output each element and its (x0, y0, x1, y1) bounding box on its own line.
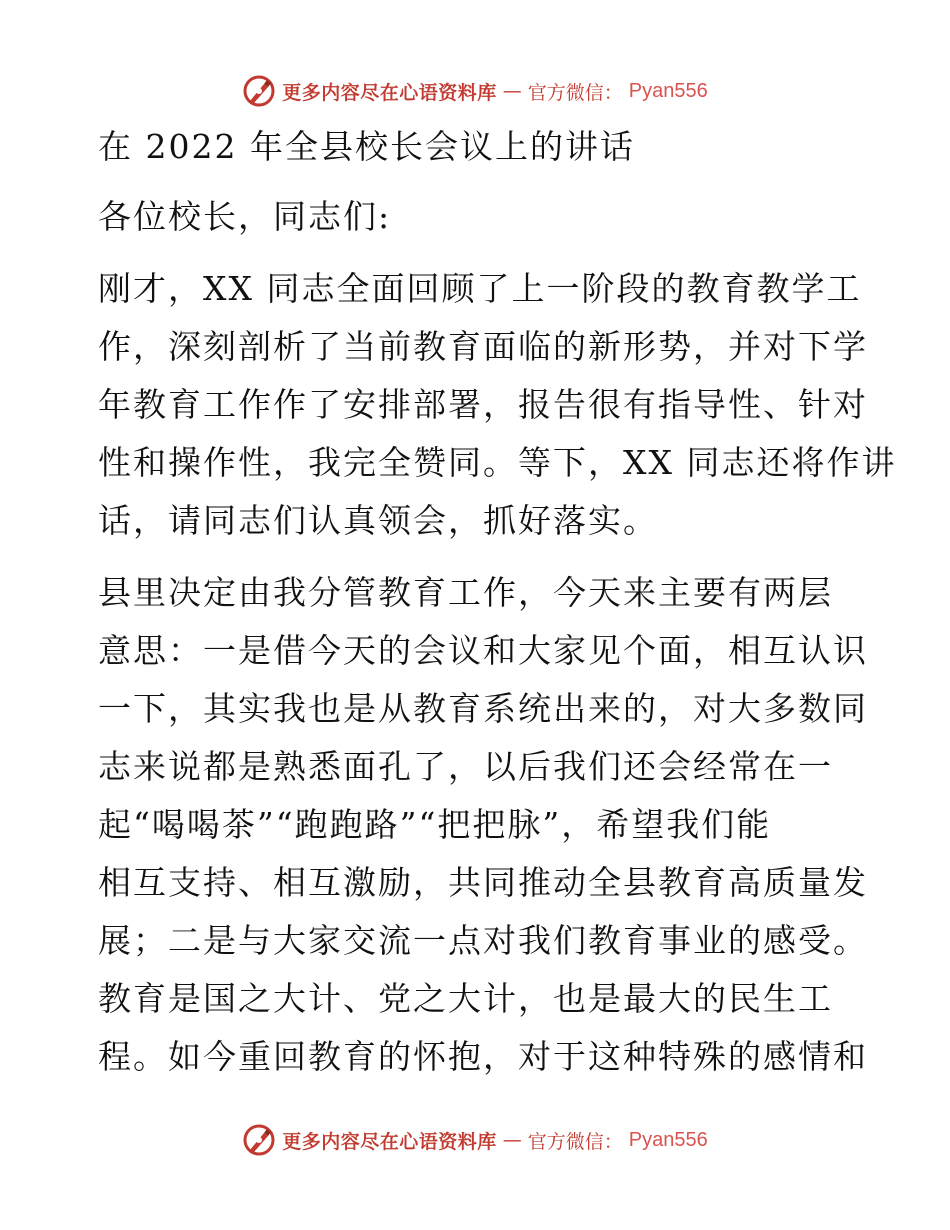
footer-watermark (0, 1120, 950, 1160)
paragraph-2-line: 教育是国之大计、党之大计，也是最大的民生工 (98, 979, 833, 1018)
paragraph-1-line: 话，请同志们认真领会，抓好落实。 (98, 501, 658, 540)
watermark-wechat-id: Pyan556 (628, 79, 708, 102)
document-title: 在 2022 年全县校长会议上的讲话 (98, 127, 635, 166)
paragraph-1-line: 刚才，XX 同志全面回顾了上一阶段的教育教学工 (98, 269, 862, 308)
paragraph-2-line: 志来说都是熟悉面孔了，以后我们还会经常在一 (98, 747, 833, 786)
paragraph-1-line: 性和操作性，我完全赞同。等下，XX 同志还将作讲 (98, 443, 897, 482)
pen-logo-icon (242, 74, 276, 108)
paragraph-2-line: 一下，其实我也是从教育系统出来的，对大多数同 (98, 689, 868, 728)
pen-logo-icon (242, 1123, 276, 1157)
paragraph-2-line: 程。如今重回教育的怀抱，对于这种特殊的感情和 (98, 1037, 868, 1076)
watermark-dash: — (502, 80, 522, 102)
paragraph-1-line: 作，深刻剖析了当前教育面临的新形势，并对下学 (98, 327, 868, 366)
paragraph-2-line: 展；二是与大家交流一点对我们教育事业的感受。 (98, 921, 868, 960)
header-watermark (0, 71, 950, 111)
paragraph-1-line: 年教育工作作了安排部署，报告很有指导性、针对 (98, 385, 868, 424)
watermark-slogan: 更多内容尽在心语资料库 (282, 81, 497, 104)
document-body (98, 118, 897, 1086)
watermark-slogan: 更多内容尽在心语资料库 (282, 1130, 497, 1153)
watermark-official-label: 官方微信： (527, 1130, 623, 1153)
paragraph-1 (98, 260, 897, 550)
paragraph-2-line: 起“喝喝茶”“跑跑路”“把把脉”，希望我们能 (98, 805, 772, 844)
paragraph-2-line: 相互支持、相互激励，共同推动全县教育高质量发 (98, 863, 868, 902)
paragraph-2 (98, 564, 868, 1086)
paragraph-2-line: 县里决定由我分管教育工作，今天来主要有两层 (98, 573, 833, 612)
watermark-dash: — (502, 1129, 522, 1151)
paragraph-2-line: 意思：一是借今天的会议和大家见个面，相互认识 (98, 631, 868, 670)
watermark-wechat-id: Pyan556 (628, 1128, 708, 1151)
watermark-official-label: 官方微信： (527, 81, 623, 104)
document-salutation: 各位校长，同志们: (98, 197, 392, 236)
